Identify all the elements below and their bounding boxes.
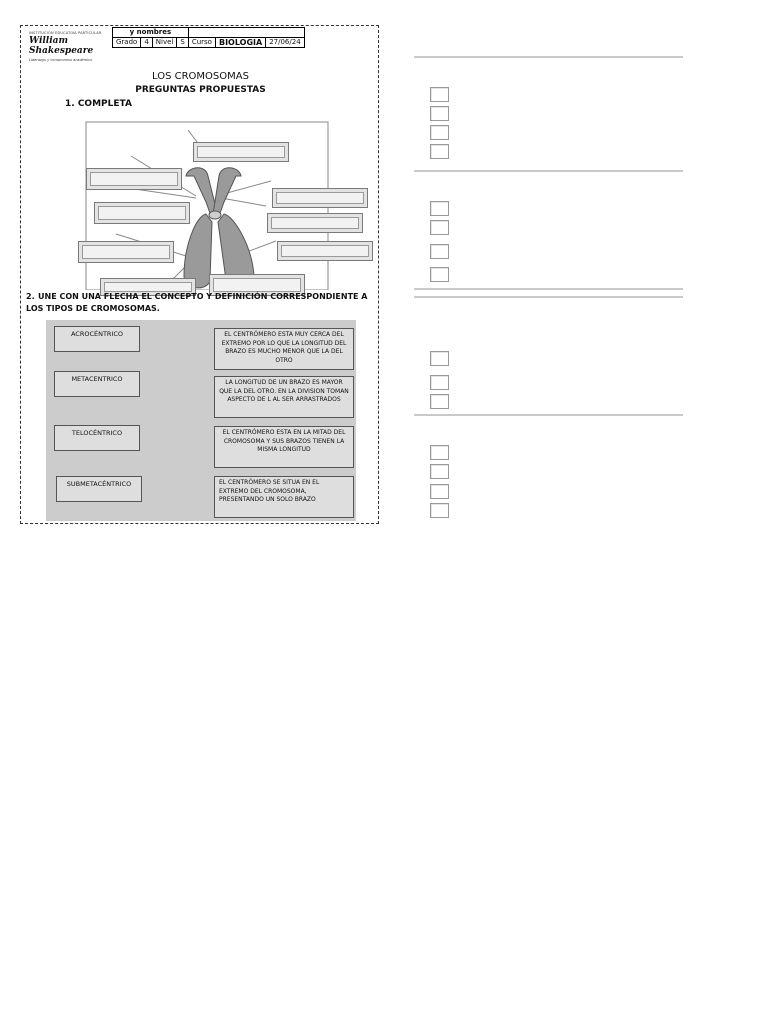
answer-checkbox[interactable] (430, 125, 449, 140)
answer-checkbox[interactable] (430, 144, 449, 159)
question-2-text: UNE CON UNA FLECHA EL CONCEPTO Y DEFINICIÓN CORRESPONDIENTE A LOS TIPOS DE CROMOSOMAS. (26, 292, 368, 313)
definition-box[interactable]: EL CENTRÓMERO ESTA MUY CERCA DEL EXTREMO POR LO QUE LA LONGITUD DEL BRAZO ES MUCHO MENOR QUE LA DEL OTRO (214, 328, 354, 370)
answer-checkbox[interactable] (430, 464, 449, 479)
answer-checkbox[interactable] (430, 503, 449, 518)
blank-label-box[interactable] (272, 188, 368, 208)
answer-checkbox[interactable] (430, 375, 449, 390)
header-table (112, 27, 305, 48)
blank-label-box[interactable] (193, 142, 289, 162)
chromosome-shape (184, 168, 254, 288)
blank-label-box[interactable] (277, 241, 373, 261)
logo-school-small: INSTITUCIÓN EDUCATIVA PARTICULAR (29, 31, 102, 35)
worksheet-title: LOS CROMOSOMAS (152, 71, 249, 82)
logo-brand: William Shakespeare (29, 36, 94, 56)
concept-box[interactable]: ACROCÉNTRICO (54, 326, 140, 352)
names-field[interactable] (188, 28, 304, 38)
divider-line (414, 170, 683, 172)
divider-line (414, 414, 683, 416)
worksheet-subtitle: PREGUNTAS PROPUESTAS (135, 85, 266, 95)
chromosome-diagram (56, 116, 356, 290)
answer-checkbox[interactable] (430, 445, 449, 460)
answer-checkbox[interactable] (430, 244, 449, 259)
blank-label-box[interactable] (94, 202, 190, 224)
nivel-label: Nivel (152, 38, 177, 48)
answer-checkbox[interactable] (430, 220, 449, 235)
blank-label-box[interactable] (78, 241, 174, 263)
names-label: y nombres (113, 28, 189, 38)
answer-checkbox[interactable] (430, 267, 449, 282)
nivel-value: S (177, 38, 188, 48)
concept-box[interactable]: METACENTRICO (54, 371, 140, 397)
curso-value: BIOLOGIA (215, 38, 265, 48)
answer-checkbox[interactable] (430, 351, 449, 366)
date-value: 27/06/24 (266, 38, 304, 48)
blank-label-box[interactable] (267, 213, 363, 233)
definition-box[interactable]: EL CENTRÓMERO ESTA EN LA MITAD DEL CROMOSOMA Y SUS BRAZOS TIENEN LA MISMA LONGITUD (214, 426, 354, 468)
answer-checkbox[interactable] (430, 87, 449, 102)
divider-line (414, 288, 683, 290)
concept-box[interactable]: TELOCÉNTRICO (54, 425, 140, 451)
school-logo (29, 31, 111, 61)
matching-exercise (46, 320, 356, 521)
curso-label: Curso (188, 38, 215, 48)
logo-tagline: Liderazgo y compromiso académico (29, 58, 93, 62)
divider-line (414, 296, 683, 298)
concept-box[interactable]: SUBMETACÉNTRICO (56, 476, 142, 502)
definition-box[interactable]: LA LONGITUD DE UN BRAZO ES MAYOR QUE LA DEL OTRO. EN LA DIVISION TOMAN ASPECTO DE L AL SER ARRASTRADOS (214, 376, 354, 418)
answer-checkbox[interactable] (430, 394, 449, 409)
grado-value: 4 (141, 38, 152, 48)
worksheet (20, 25, 379, 524)
question-2-number: 2. (26, 292, 35, 301)
answer-checkbox[interactable] (430, 484, 449, 499)
question-2 (26, 291, 376, 315)
definition-box[interactable]: EL CENTRÓMERO SE SITUA EN EL EXTREMO DEL CROMOSOMA, PRESENTANDO UN SOLO BRAZO (214, 476, 354, 518)
answer-checkbox[interactable] (430, 201, 449, 216)
grado-label: Grado (113, 38, 141, 48)
question-1: 1. COMPLETA (65, 99, 132, 109)
divider-line (414, 56, 683, 58)
blank-label-box[interactable] (86, 168, 182, 190)
answer-checkbox[interactable] (430, 106, 449, 121)
